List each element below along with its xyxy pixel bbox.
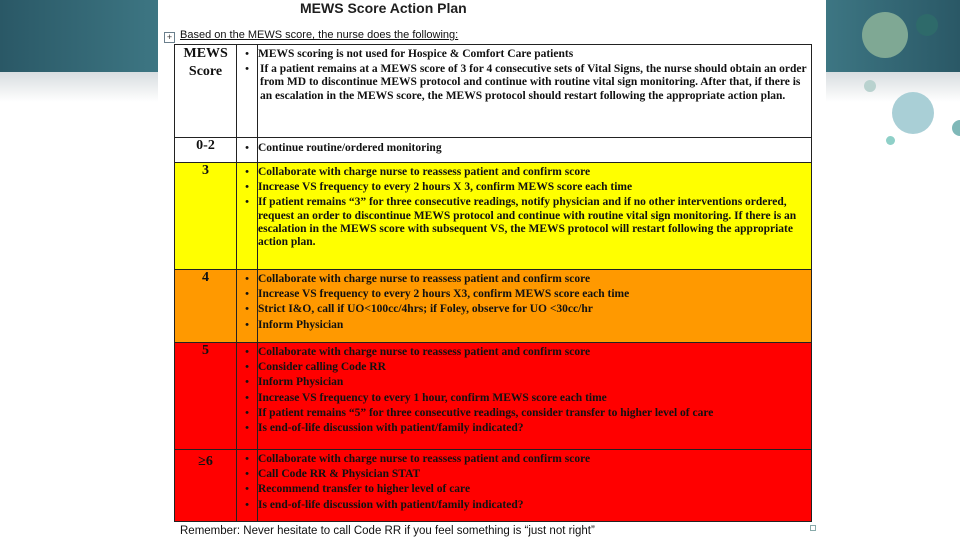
- score-cell: 4: [175, 270, 237, 343]
- bullet-icon: •: [245, 422, 249, 435]
- bullet-cell: [237, 45, 258, 138]
- row-items: [258, 343, 812, 450]
- score-cell: 0-2: [175, 138, 237, 163]
- bullet-icon: •: [245, 166, 249, 178]
- bullet-cell: [237, 270, 258, 343]
- table-row: [175, 450, 812, 522]
- list-item: Continue routine/ordered monitoring: [258, 142, 442, 154]
- decor-circle-dark: [916, 14, 938, 36]
- bullet-icon: •: [245, 273, 249, 285]
- resize-handle[interactable]: [810, 525, 816, 531]
- mews-table: [174, 44, 812, 522]
- bullet-icon: •: [245, 498, 249, 511]
- list-item: Collaborate with charge nurse to reassess patient and confirm score: [258, 453, 591, 465]
- table-row: [175, 163, 812, 270]
- decor-circle-tiny: [886, 136, 895, 145]
- list-item: If patient remains “5” for three consecutive readings, consider transfer to higher level of care: [258, 406, 714, 419]
- page-title: MEWS Score Action Plan: [300, 0, 467, 16]
- list-item: Increase VS frequency to every 2 hours X 3, confirm MEWS score each time: [258, 181, 633, 194]
- list-item: If patient remains “3” for three consecutive readings, notify physician and if no other interventions ordered, request an order to discontinue MEWS protocol and continue with routine vital sign monitoring. If there is an escalation in the MEWS score with subsequent VS, the MEWS protocol will restart following the appropriate action plan.: [258, 196, 797, 249]
- list-item: Collaborate with charge nurse to reassess patient and confirm score: [258, 273, 591, 285]
- bullet-icon: •: [245, 181, 249, 194]
- bullet-icon: •: [245, 288, 249, 301]
- list-item: Call Code RR & Physician STAT: [258, 468, 421, 481]
- bullet-icon: •: [245, 453, 249, 465]
- table-row: [175, 343, 812, 450]
- list-item: Collaborate with charge nurse to reassess patient and confirm score: [258, 346, 591, 358]
- header-line: MEWS scoring is not used for Hospice & Comfort Care patients: [258, 48, 574, 60]
- row-items: [258, 163, 812, 270]
- list-item: Recommend transfer to higher level of care: [258, 483, 471, 496]
- header-text-cell: [258, 45, 812, 138]
- list-item: Collaborate with charge nurse to reassess patient and confirm score: [258, 166, 591, 178]
- expand-icon[interactable]: +: [164, 32, 175, 43]
- list-item: Inform Physician: [258, 318, 344, 331]
- left-shadow: [0, 72, 158, 102]
- bullet-cell: [237, 138, 258, 163]
- list-item: Increase VS frequency to every 2 hours X3, confirm MEWS score each time: [258, 288, 630, 301]
- bullet-icon: •: [245, 48, 249, 60]
- row-items: [258, 138, 812, 163]
- bullet-icon: •: [245, 376, 249, 389]
- list-item: Consider calling Code RR: [258, 361, 386, 374]
- row-items: [258, 450, 812, 522]
- list-item: Increase VS frequency to every 1 hour, confirm MEWS score each time: [258, 391, 607, 404]
- list-item: Is end-of-life discussion with patient/family indicated?: [258, 422, 524, 435]
- table-header-row: [175, 45, 812, 138]
- list-item: Strict I&O, call if UO<100cc/4hrs; if Foley, observe for UO <30cc/hr: [258, 303, 593, 316]
- bullet-icon: •: [245, 391, 249, 404]
- score-cell: 3: [175, 163, 237, 270]
- bullet-icon: •: [245, 318, 249, 331]
- bullet-icon: •: [245, 483, 249, 496]
- table-row: [175, 138, 812, 163]
- score-header: [175, 45, 237, 138]
- bullet-icon: •: [245, 346, 249, 358]
- score-header-label: MEWS Score: [183, 46, 228, 79]
- score-cell: ≥6: [175, 450, 237, 522]
- list-item: Inform Physician: [258, 376, 344, 389]
- bullet-icon: •: [245, 303, 249, 316]
- bullet-icon: •: [245, 63, 249, 76]
- right-shadow: [826, 72, 960, 102]
- bullet-icon: •: [245, 142, 249, 154]
- decor-circle-small: [864, 80, 876, 92]
- intro-text: Based on the MEWS score, the nurse does the following:: [180, 29, 459, 41]
- bullet-icon: •: [245, 361, 249, 374]
- header-line: If a patient remains at a MEWS score of 3 for 4 consecutive sets of Vital Signs, the nurse should obtain an order from MD to discontinue MEWS protocol and continue with routine vital sign monitoring. After that, if there is an escalation in the MEWS score, the MEWS protocol should restart following the appropriate action plan.: [260, 63, 807, 102]
- bullet-icon: •: [245, 406, 249, 419]
- bullet-icon: •: [245, 468, 249, 481]
- list-item: Is end-of-life discussion with patient/family indicated?: [258, 498, 524, 511]
- bullet-cell: [237, 450, 258, 522]
- footer-reminder: Remember: Never hesitate to call Code RR if you feel something is “just not right”: [180, 525, 595, 537]
- decor-circle-large: [862, 12, 908, 58]
- left-teal-band: [0, 0, 158, 72]
- bullet-cell: [237, 163, 258, 270]
- score-cell: 5: [175, 343, 237, 450]
- row-items: [258, 270, 812, 343]
- bullet-cell: [237, 343, 258, 450]
- table-row: [175, 270, 812, 343]
- bullet-icon: •: [245, 196, 249, 209]
- decor-circle-medium: [892, 92, 934, 134]
